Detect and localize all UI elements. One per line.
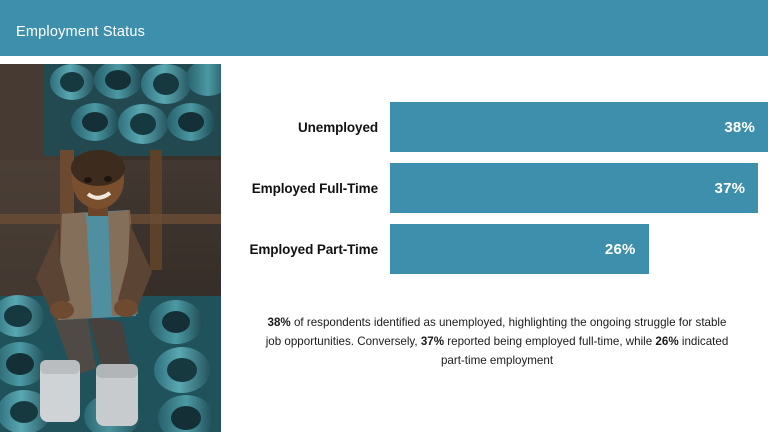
caption-text: indicated part-time employment [440, 334, 729, 367]
bar-label-employed-part-time: Employed Part-Time [249, 241, 378, 257]
bar-value-employed-part-time: 26% [604, 240, 636, 258]
bar-track [390, 163, 768, 213]
bar-chart [226, 64, 768, 432]
table-row [226, 102, 768, 152]
bar-value-unemployed: 38% [724, 118, 755, 136]
bar-label-employed-full-time: Employed Full-Time [251, 180, 378, 196]
bar-label-unemployed: Unemployed [297, 119, 378, 135]
bar-employed-full-time [390, 163, 758, 213]
caption-emphasis: 37% [420, 334, 445, 348]
bar-unemployed [390, 102, 768, 152]
bar-list [226, 102, 768, 285]
photo-panel [0, 64, 221, 432]
worker-photo-illustration [0, 64, 221, 432]
bar-employed-part-time [390, 224, 649, 274]
table-row [226, 224, 768, 274]
bar-track [390, 224, 768, 274]
caption-emphasis: 38% [267, 316, 291, 329]
chart-caption [262, 314, 732, 370]
bar-track [390, 102, 768, 152]
table-row [226, 163, 768, 213]
page-title: Employment Status [16, 24, 146, 40]
bar-value-employed-full-time: 37% [714, 179, 746, 197]
caption-text: reported being employed full-time, while [444, 334, 656, 348]
slide-header [0, 0, 768, 56]
caption-text: of respondents identified as unemployed, highlighting the ongoing struggle for stable job opportunities. Conversely, [265, 316, 727, 348]
caption-emphasis: 26% [655, 334, 679, 348]
